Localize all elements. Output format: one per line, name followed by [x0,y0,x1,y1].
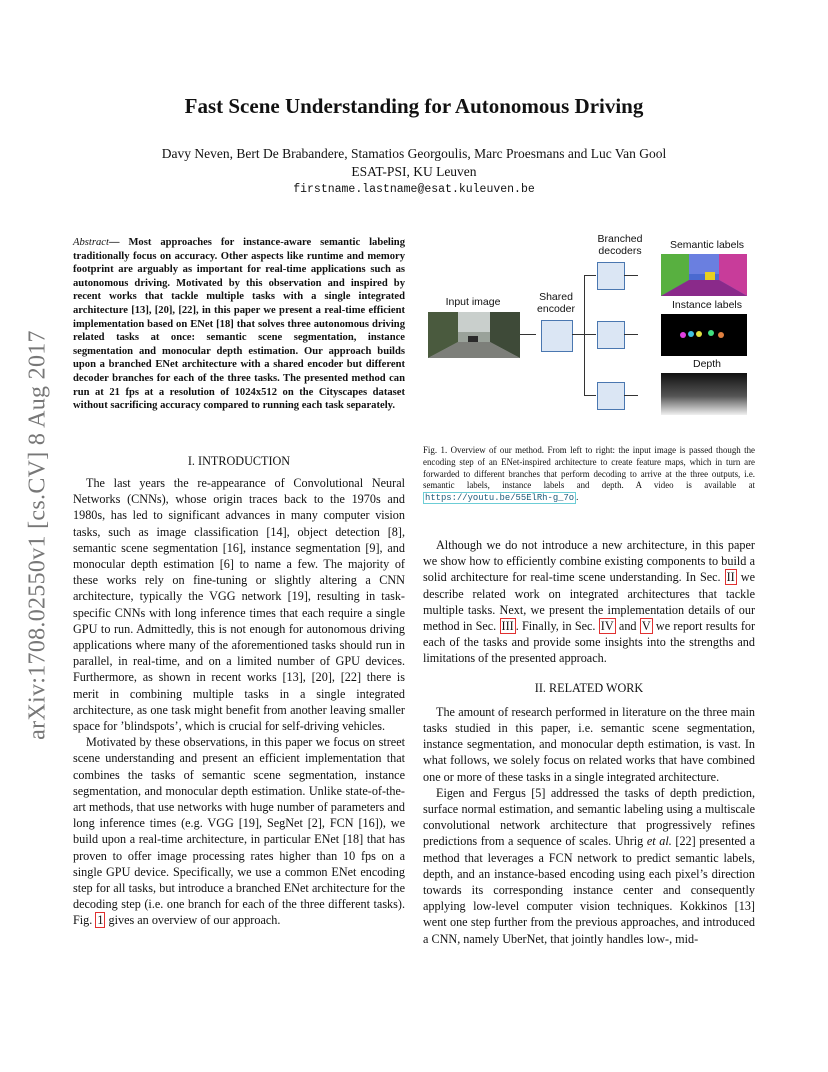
abstract [73,236,405,413]
abstract-text: — Most approaches for instance-aware semantic labeling traditionally focus on accuracy. Other aspects like runtime and memory footprint are arguably as important for real-time applications such as autonomous driving. Motivated by this observation and inspired by recent works that tackle multiple tasks with a single integrated architecture [13], [20], [22], in this paper we present a real-time efficient implementation based on ENet [18] that solves three autonomous driving related tasks at once: semantic scene segmentation, instance segmentation and monocular depth estimation. Our approach builds upon a branched ENet architecture with a shared encoder but different decoder branches for each of the three tasks. The presented method can run at 21 fps at a resolution of 1024x512 on the Cityscapes dataset without sacrificing accuracy compared to running each task separately. [73,237,405,412]
related-paragraph-1: The amount of research performed in literature on the three main tasks studied in this paper, i.e. semantic scene segmentation, instance segmentation, and monocular depth estimation, is vast. In what follows, we solely focus on related works that have combined one or more of these tasks in a single integrated architecture. [423,704,755,784]
contact-email: firstname.lastname@esat.kuleuven.be [293,183,535,196]
connector-line [584,334,596,335]
figure-caption [423,445,755,505]
connector-vertical [584,275,585,395]
fig-depth-label: Depth [692,358,722,370]
figure-reference-link[interactable]: 1 [97,913,104,928]
fig-encoder-label: Shared encoder [537,291,575,315]
section-ref-iv[interactable]: IV [600,619,614,634]
fig-semantic-label: Semantic labels [669,239,745,251]
figure-overview [425,230,760,430]
decoder-box-semantic [597,262,625,290]
abstract-label: Abstract [73,237,109,248]
caption-text: Fig. 1. Overview of our method. From left to right: the input image is passed though the encoding step of an ENet-inspired architecture to create feature maps, which in turn are forwarded to different branches that perform decoding to arrive at the three outputs, i.e. semantic labels, instance labels and depth. A video is available at [423,445,755,491]
intro-p3-text: we describe related work on integrated architectures that tackle multiple tasks. Next, we present the implementation details of our method in Sec. [423,570,755,634]
section-heading-related-work: II. RELATED WORK [534,680,644,695]
section-ref-v[interactable]: V [641,619,651,634]
instance-output-image [661,314,747,356]
intro-p3-text: Although we do not introduce a new architecture, in this paper we show how to efficiently combine existing components to build a solid architecture for real-time scene understanding. In Sec. [423,538,755,585]
right-column-body [423,537,755,947]
connector-line [624,334,638,335]
connector-line [584,275,596,276]
arxiv-side-stamp [18,300,58,770]
connector-line [572,334,584,335]
fig-input-label: Input image [445,296,501,308]
intro-p3-text: and [618,619,637,634]
related-p2-text: [22] presented a method that leverages a FCN network to predict semantic labels, depth, and an instance-based encoding using each pixel’s direction towards its corresponding instance center and consequently applying low-level computer vision techniques. Kokkinos [13] went one step further from the previous approaches, and introduced a CNN, namely UberNet, that jointly handles low-, mid- [423,834,756,946]
intro-body [73,475,405,929]
section-heading-introduction: I. INTRODUCTION [187,454,291,468]
section-ref-iii[interactable]: III [501,619,514,634]
intro-paragraph-2-text: Motivated by these observations, in this paper we focus on street scene understanding and present an efficient implementation that combines the tasks of semantic scene segmentation, instance segmentation, and monocular depth estimation. Unlike state-of-the-art methods, that use networks with huge number of parameters and long inference times (e.g. VGG [19], SegNet [2], FCN [16]), we build upon a real-time architecture, in particular ENet [18] that has proven to offer image processing rates higher than 10 fps on a single GPU device. Specifically, we use a common ENet encoding step for all tasks, but introduce a branched ENet architecture for the decoding step (i.e. one branch for each of the three different tasks). Fig. [73,735,405,928]
intro-paragraph-3 [423,537,755,667]
video-link[interactable]: https://youtu.be/55ElRh-g_7o [425,493,575,504]
fig-decoders-label: Branched decoders [597,233,643,257]
related-p2-etal: et al. [646,834,672,849]
intro-paragraph-2 [73,734,405,928]
connector-line [624,275,638,276]
section-ref-ii[interactable]: II [726,570,735,585]
intro-paragraph-1: The last years the re-appearance of Convolutional Neural Networks (CNNs), whose origin traces back to the 1970s and 1980s, has led to significant advances in many computer vision tasks, such as image classification [14], object detection [8], semantic scene segmentation [16], instance segmentation [9], and monocular depth estimation [6] to name a few. The majority of these works rely on fine-tuning or slightly altering a CNN architecture, typically the VGG network [19], resulting in task-specific CNNs with long inference times that each require a single GPU to run. Admittedly, this is not enough for autonomous driving applications where many of the aforementioned tasks should run in parallel, in real-time, and on a limited number of GPU devices. Furthermore, as shown in recent works [13], [20], [22] there is merit in combining multiple tasks in a single integrated architecture, as one task might benefit from another leaving smaller space for ’blindspots’, which is crucial for self-driving vehicles. [73,476,405,734]
fig-instance-label: Instance labels [671,299,743,311]
connector-line [584,395,596,396]
affiliation: ESAT-PSI, KU Leuven [351,164,477,179]
connector-line [624,395,638,396]
intro-paragraph-2-end: gives an overview of our approach. [108,913,281,928]
intro-p3-text: we report results for each of the tasks and provide some insights into the strengths and limitations of the presented approach. [423,619,756,666]
intro-heading-block [73,453,405,469]
input-image [428,312,520,358]
related-p2-text: Eigen and Fergus [5] addressed the tasks of depth prediction, surface normal estimation, and semantic labeling using a multiscale convolutional network architecture that progressively refines predictions from a sequence of scales. Uhrig [423,785,755,849]
paper-title: Fast Scene Understanding for Autonomous Driving [184,94,644,118]
shared-encoder-box [541,320,573,352]
author-list: Davy Neven, Bert De Brabandere, Stamatios Georgoulis, Marc Proesmans and Luc Van Gool [161,146,667,161]
caption-end: . [576,492,579,503]
arxiv-identifier: arXiv:1708.02550v1 [cs.CV] 8 Aug 2017 [24,330,51,740]
semantic-output-image [661,254,747,296]
decoder-box-instance [597,321,625,349]
decoder-box-depth [597,382,625,410]
depth-output-image [661,373,747,415]
intro-p3-text: . Finally, in Sec. [515,619,596,634]
related-paragraph-2 [423,785,755,947]
arrow-line [520,334,536,335]
